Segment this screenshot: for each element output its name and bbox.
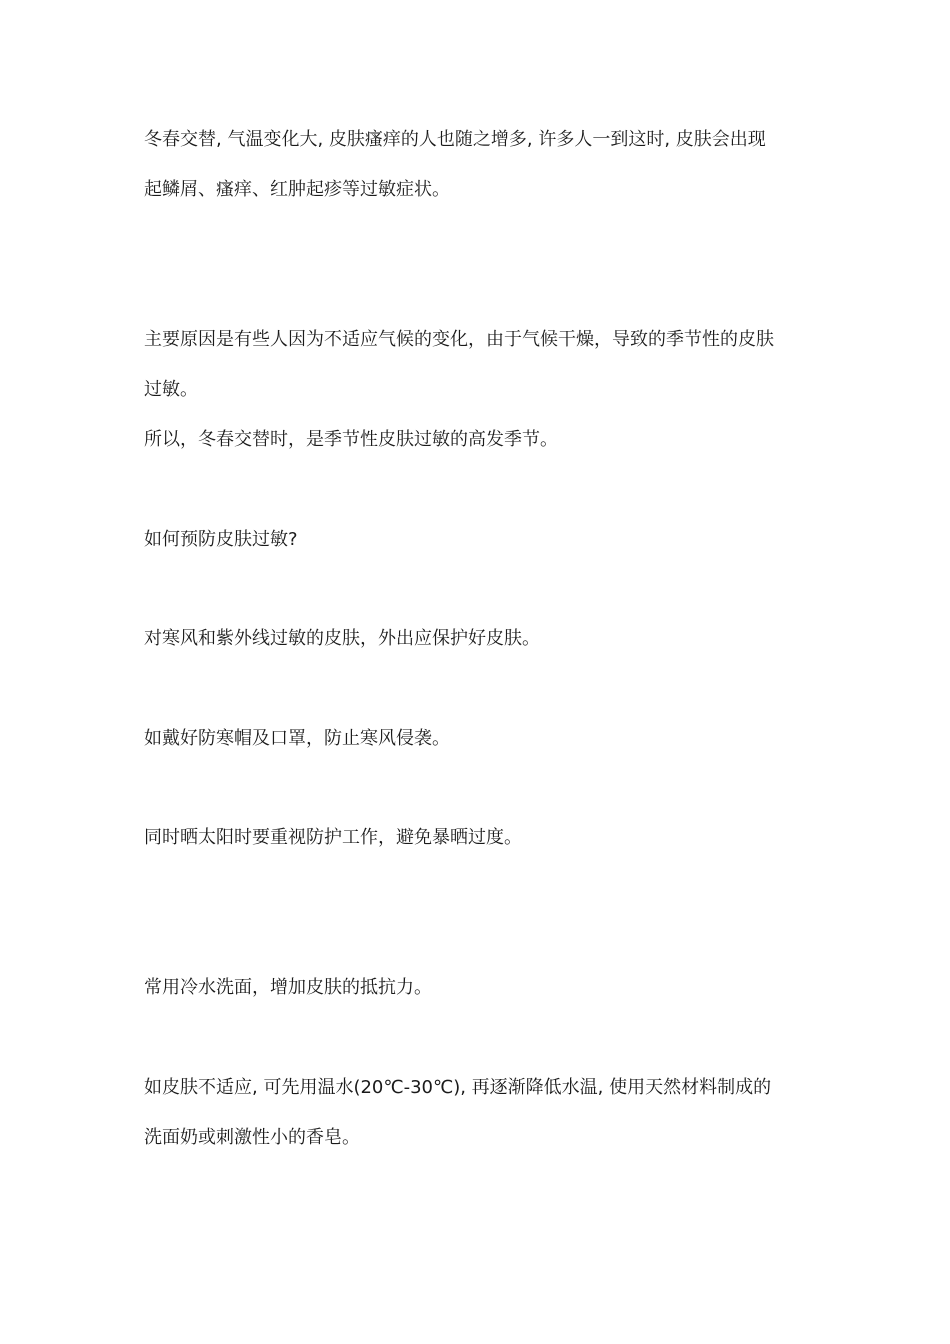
paragraph-8-line-1: 如皮肤不适应, 可先用温水(20℃-30℃), 再逐渐降低水温, 使用天然材料制成的 bbox=[144, 1077, 772, 1098]
paragraph-3: 所以，冬春交替时，是季节性皮肤过敏的高发季节。 bbox=[144, 429, 558, 450]
paragraph-1-line-2: 起鳞屑、瘙痒、红肿起疹等过敏症状。 bbox=[144, 179, 450, 200]
paragraph-2-line-1: 主要原因是有些人因为不适应气候的变化，由于气候干燥，导致的季节性的皮肤 bbox=[144, 329, 774, 350]
paragraph-4: 对寒风和紫外线过敏的皮肤，外出应保护好皮肤。 bbox=[144, 628, 540, 649]
section-question: 如何预防皮肤过敏? bbox=[144, 529, 298, 550]
paragraph-7: 常用冷水洗面，增加皮肤的抵抗力。 bbox=[144, 977, 432, 998]
paragraph-6: 同时晒太阳时要重视防护工作，避免暴晒过度。 bbox=[144, 827, 522, 848]
paragraph-1-line-1: 冬春交替, 气温变化大, 皮肤瘙痒的人也随之增多, 许多人一到这时, 皮肤会出现 bbox=[144, 129, 766, 150]
paragraph-8-line-2: 洗面奶或刺激性小的香皂。 bbox=[144, 1127, 360, 1148]
paragraph-2-line-2: 过敏。 bbox=[144, 379, 198, 400]
paragraph-5: 如戴好防寒帽及口罩，防止寒风侵袭。 bbox=[144, 728, 450, 749]
